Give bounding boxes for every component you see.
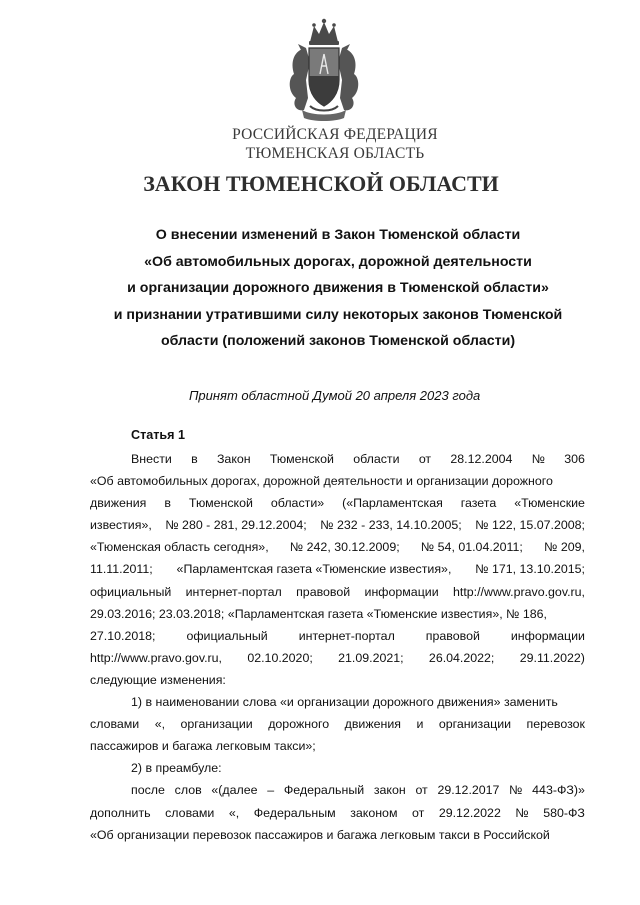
subject-line: и организации дорожного движения в Тюменской области» <box>127 280 549 296</box>
article-word: движения <box>90 496 147 511</box>
article-line <box>90 779 585 801</box>
article-word: информации <box>510 628 585 643</box>
article-line <box>90 581 585 603</box>
article-word: № 242, 30.12.2009; <box>289 540 400 555</box>
article-word: 11.11.2011; <box>90 562 153 577</box>
article-word: 26.04.2022; <box>428 650 495 665</box>
article-word: газета <box>460 496 497 511</box>
article-word: «(далее <box>211 783 258 798</box>
article-word: Федеральным <box>253 805 336 820</box>
article-line <box>90 492 585 514</box>
article-word: в <box>191 452 198 466</box>
article-word: http://www.pravo.gov.ru, <box>90 650 222 665</box>
article-word: № 232 - 233, 14.10.2005; <box>320 518 462 533</box>
article-word: 27.10.2018; <box>90 628 156 643</box>
article-word: официальный <box>186 628 268 643</box>
article-word: пассажиров и багажа легковым такси»; <box>90 739 316 754</box>
article-word: 2) в преамбуле: <box>131 761 222 776</box>
article-word: № 209, <box>544 540 585 555</box>
article-word: Закон <box>216 452 251 466</box>
article-word: области <box>353 452 400 466</box>
article-word: закон <box>373 783 406 798</box>
article-line <box>90 625 585 647</box>
article-word: № <box>531 452 545 466</box>
article-word: известия», <box>90 518 152 533</box>
article-word: Тюменской <box>188 496 253 511</box>
subject-line: «Об автомобильных дорогах, дорожной деятельности <box>144 253 532 270</box>
article-word: 29.03.2016; 23.03.2018; «Парламентская газета «Тюменские известия», № 186, <box>90 606 547 621</box>
article-word: организации <box>180 717 253 732</box>
article-word: Внести <box>131 452 172 466</box>
article-word: законом <box>350 805 398 820</box>
article-word: «, <box>154 717 166 732</box>
article-word: в <box>164 496 171 511</box>
article-word: и <box>416 717 424 732</box>
article-word: 29.11.2022) <box>519 650 585 665</box>
article-word: организации <box>438 717 512 732</box>
article-word: словами <box>90 717 140 732</box>
article-word: 21.09.2021; <box>338 650 404 665</box>
article-line <box>90 713 585 735</box>
article-word: перевозок <box>526 717 585 732</box>
article-word: после <box>131 783 165 798</box>
article-word: № <box>509 783 523 798</box>
article-line <box>90 735 585 757</box>
article-line <box>90 470 585 492</box>
article-word: «Парламентская газета «Тюменские известия», <box>176 562 452 577</box>
article-word: 02.10.2020; <box>247 650 313 665</box>
article-word: 28.12.2004 <box>450 452 513 466</box>
article-word: от <box>412 805 425 820</box>
article-word: «Тюменские <box>514 496 585 511</box>
article-line <box>90 691 585 713</box>
article-line <box>90 536 585 558</box>
region-name: ТЮМЕНСКАЯ ОБЛАСТЬ <box>245 145 425 162</box>
article-word: 29.12.2022 <box>438 805 501 820</box>
article-word: «, <box>228 805 240 820</box>
article-line <box>90 802 585 824</box>
article-word: официальный <box>90 584 172 599</box>
subject-line: области (положений законов Тюменской области) <box>160 333 516 349</box>
article-word: информации <box>364 584 439 599</box>
article-line <box>90 824 585 846</box>
article-word: «Об организации перевозок пассажиров и багажа легковым такси в Российской <box>90 827 550 842</box>
article-word: 580-ФЗ <box>543 805 585 820</box>
article-word: Федеральный <box>283 783 365 798</box>
article-word: следующие изменения: <box>90 672 226 687</box>
article-word: («Парламентская <box>342 496 443 511</box>
article-word: области» <box>270 496 325 511</box>
article-word: http://www.pravo.gov.ru, <box>453 584 585 599</box>
article-word: № 122, 15.07.2008; <box>475 518 585 533</box>
article-word: 306 <box>564 452 585 466</box>
coat-of-arms-icon <box>284 18 364 122</box>
article-word: № 54, 01.04.2011; <box>420 540 523 555</box>
article-word: 443-ФЗ)» <box>532 783 585 798</box>
article-word: дорожного <box>268 717 330 732</box>
article-line <box>90 757 585 779</box>
country-name: РОССИЙСКАЯ ФЕДЕРАЦИЯ <box>232 126 438 143</box>
article-word: № 280 - 281, 29.12.2004; <box>165 518 307 533</box>
article-line <box>90 647 585 669</box>
article-line <box>90 558 585 580</box>
article-word: движения <box>344 717 401 732</box>
article-line <box>90 669 585 691</box>
law-subject <box>90 222 586 355</box>
law-title: ЗАКОН ТЮМЕНСКОЙ ОБЛАСТИ <box>143 171 499 196</box>
article-line <box>90 514 585 536</box>
article-word: от <box>418 452 432 466</box>
article-word: 1) в наименовании слова «и организации дорожного движения» заменить <box>131 695 558 710</box>
article-word: правовой <box>296 584 351 599</box>
article-word: дополнить <box>90 805 151 820</box>
article-word: интернет-портал <box>298 628 395 643</box>
article-word: правовой <box>425 628 480 643</box>
article-word: № <box>515 805 529 820</box>
adoption-note: Принят областной Думой 20 апреля 2023 года <box>189 388 481 403</box>
article-word: «Об автомобильных дорогах, дорожной деятельности и организации дорожного <box>90 474 553 489</box>
subject-line: О внесении изменений в Закон Тюменской области <box>155 227 521 243</box>
article-word: словами <box>165 805 215 820</box>
article-line <box>90 603 585 625</box>
article-word: № 171, 13.10.2015; <box>475 562 585 577</box>
article-word: 29.12.2017 <box>437 783 500 798</box>
article-word: интернет-портал <box>185 584 282 599</box>
article-heading: Статья 1 <box>131 428 186 442</box>
article-line <box>90 448 585 470</box>
article-word: «Тюменская область сегодня», <box>90 540 269 555</box>
article-word: Тюменской <box>269 452 334 466</box>
article-word: от <box>415 783 428 798</box>
article-word: слов <box>174 783 202 798</box>
article-body <box>90 448 585 846</box>
article-word: – <box>267 783 275 798</box>
subject-line: и признании утратившими силу некоторых законов Тюменской <box>113 306 563 323</box>
